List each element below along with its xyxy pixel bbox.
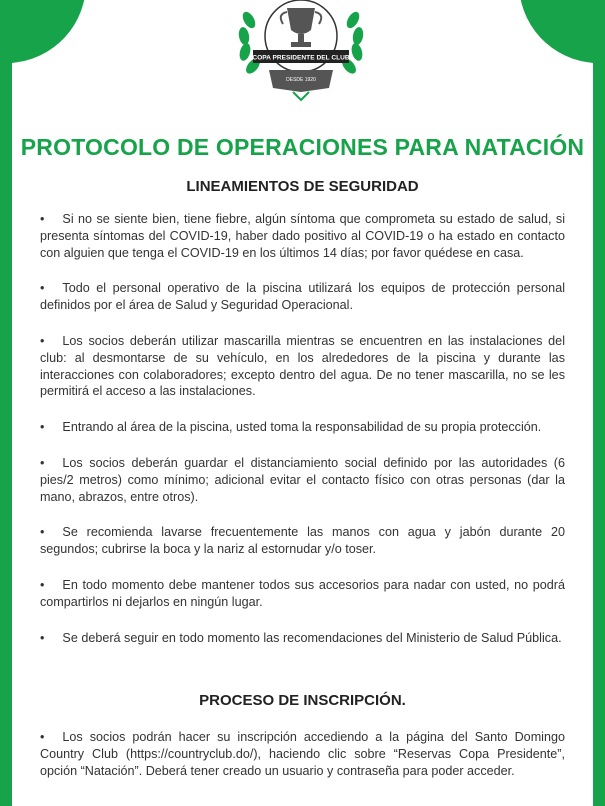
list-item: • Los socios podrán hacer su inscripción accediendo a la página del Santo Domingo Country Club (https://countryclub.do/), haciendo clic sobre “Reservas Copa Presidente”, opción “Natación”. Deberá tener creado un usuario y contraseña para poder acceder. [40,730,565,778]
list-item: • Se recomienda lavarse frecuentemente las manos con agua y jabón durante 20 segundos; cubrirse la boca y la nariz al estornudar y/o toser. [40,525,565,557]
club-trophy-logo [231,0,371,108]
bullet: • [40,212,45,226]
bullet: • [40,455,45,470]
left-green-border [0,0,12,806]
section-heading-registration: PROCESO DE INSCRIPCIÓN. [199,692,406,709]
top-left-leaf-decoration [0,0,96,68]
bullet: • [40,630,45,645]
bullet: • [40,525,45,540]
safety-guidelines-list [40,211,565,665]
list-item: • Se deberá seguir en todo momento las recomendaciones del Ministerio de Salud Pública. [40,630,562,645]
bullet: • [40,281,45,296]
bullet: • [40,730,45,744]
list-item: • En todo momento debe mantener todos sus accesorios para nadar con usted, no podrá compartirlos ni dejarlos en ningún lugar. [40,577,565,609]
list-item: • Los socios deberán utilizar mascarilla mientras se encuentren en las instalaciones del club: al desmontarse de su vehículo, en los alrededores de la piscina y durante las interacciones con colaboradores; excepto dentro del agua. De no tener mascarilla, no se les permitirá el acceso a las instalaciones. [40,333,565,399]
list-item: • Los socios deberán guardar el distanciamiento social definido por las autoridades (6 pies/2 metros) como mínimo; adicional evitar el contacto físico con otras personas (dar la mano, abrazos, entre otros). [40,455,565,504]
top-right-leaf-decoration [509,0,605,68]
bullet: • [40,333,45,348]
logo-since-text: DESDE 1920 [286,77,316,83]
list-item: • Entrando al área de la piscina, usted toma la responsabilidad de su propia protección. [40,420,542,435]
right-green-border [593,0,605,806]
logo-banner-text: COPA PRESIDENTE DEL CLUB [252,54,350,62]
registration-list [40,729,565,798]
section-heading-safety: LINEAMIENTOS DE SEGURIDAD [186,178,419,195]
bullet: • [40,577,45,592]
bullet: • [40,420,45,435]
document-title: PROTOCOLO DE OPERACIONES PARA NATACIÓN [20,134,585,160]
list-item: • Si no se siente bien, tiene fiebre, algún síntoma que comprometa su estado de salud, si presenta síntomas del COVID-19, haber dado positivo al COVID-19 o ha estado en contacto con alguien que tenga el COVID-19 en los últimos 14 días; por favor quédese en casa. [40,212,565,260]
list-item: • Todo el personal operativo de la piscina utilizará los equipos de protección personal definidos por el área de Salud y Seguridad Operacional. [40,281,565,313]
